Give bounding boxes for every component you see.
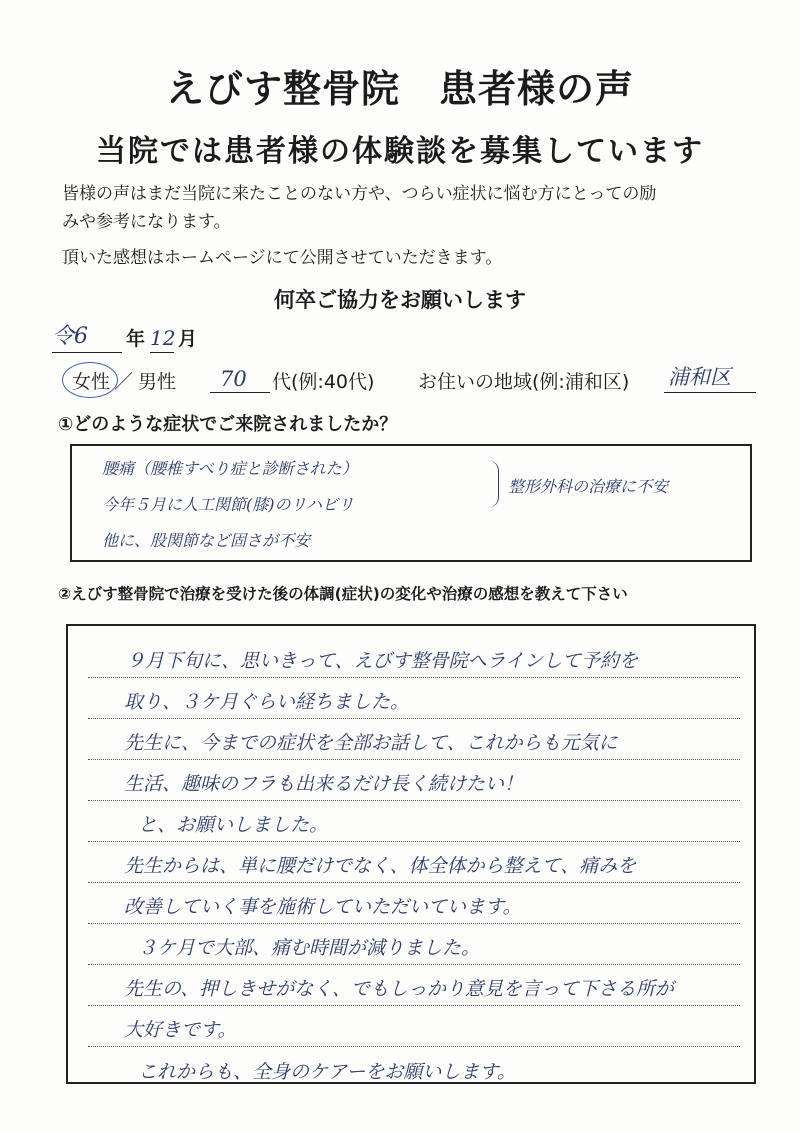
gender-female: 女性: [72, 371, 111, 393]
year-label: 年: [126, 328, 146, 350]
era-field: [52, 320, 122, 353]
area-value: 浦和区: [668, 365, 731, 389]
handwritten-brace: [488, 460, 499, 508]
age-label: 代(例:40代): [272, 371, 375, 393]
page-title: えびす整骨院 患者様の声: [165, 67, 634, 111]
answer-2-line-5: と、お願いしました。: [138, 814, 329, 836]
area-label: お住いの地域(例:浦和区): [418, 371, 630, 393]
answer-2-line-1: ９月下旬に、思いきって、えびす整骨院へラインして予約を: [126, 650, 639, 672]
answer-1-side-note: 整形外科の治療に不安: [508, 477, 669, 496]
answer-2-row: [88, 921, 740, 965]
month-label: 月: [178, 328, 198, 350]
answer-2-row: [88, 757, 740, 801]
age-value: 70: [220, 367, 247, 391]
month-field: [150, 320, 174, 353]
answer-1-box: [70, 444, 752, 562]
answer-2-row: [88, 675, 740, 719]
answer-2-line-2: 取り、３ケ月ぐらい経ちました。: [124, 691, 410, 713]
answer-2-row: [88, 880, 740, 924]
area-field: [664, 362, 756, 393]
era-value: 令6: [52, 324, 88, 349]
gender-male: 男性: [138, 371, 177, 393]
answer-2-box: [66, 624, 756, 1084]
intro-line-2: みや参考になります。: [62, 212, 231, 232]
answer-2-row: [88, 634, 740, 678]
answer-1-line-3: 他に、股関節など固さが不安: [102, 531, 311, 550]
answer-2-row: [88, 716, 740, 760]
answer-2-line-9: 先生の、押しきせがなく、でもしっかり意見を言って下さる所が: [124, 978, 674, 1000]
answer-2-row: [88, 1044, 740, 1084]
question-2-label: ②えびす整骨院で治療を受けた後の体調(症状)の変化や治療の感想を教えて下さい: [58, 585, 628, 603]
answer-2-line-6: 先生からは、単に腰だけでなく、体全体から整えて、痛みを: [124, 855, 637, 877]
intro-line-1: 皆様の声はまだ当院に来たことのない方や、つらい症状に悩む方にとっての励: [62, 184, 657, 204]
answer-2-line-8: ３ケ月で大部、痛む時間が減りました。: [138, 937, 481, 959]
answer-2-row: [88, 1003, 740, 1047]
answer-2-row: [88, 798, 740, 842]
month-value: 12: [150, 326, 176, 350]
question-1-label: ①どのような症状でご来院されましたか？: [58, 414, 398, 435]
answer-2-line-3: 先生に、今までの症状を全部お話して、これからも元気に: [124, 732, 618, 754]
answer-2-line-10: 大好きです。: [124, 1019, 237, 1041]
intro-line-3: 頂いた感想はホームページにて公開させていただきます。: [62, 248, 503, 268]
answer-2-line-4: 生活、趣味のフラも出来るだけ長く続けたい！: [124, 773, 524, 795]
gender-separator: ／: [114, 371, 134, 393]
answer-1-line-2: 今年５月に人工関節(膝)のリハビリ: [102, 495, 355, 514]
answer-2-line-11: これからも、全身のケアーをお願いします。: [138, 1061, 516, 1083]
request-text: 何卒ご協力をお願いします: [274, 288, 526, 312]
answer-2-row: [88, 962, 740, 1006]
answer-2-row: [88, 839, 740, 883]
page-subtitle: 当院では患者様の体験談を募集しています: [96, 134, 704, 169]
answer-1-line-1: 腰痛（腰椎すべり症と診断された）: [102, 459, 358, 478]
age-field: [210, 362, 270, 393]
answer-2-line-7: 改善していく事を施術していただいています。: [124, 896, 522, 918]
